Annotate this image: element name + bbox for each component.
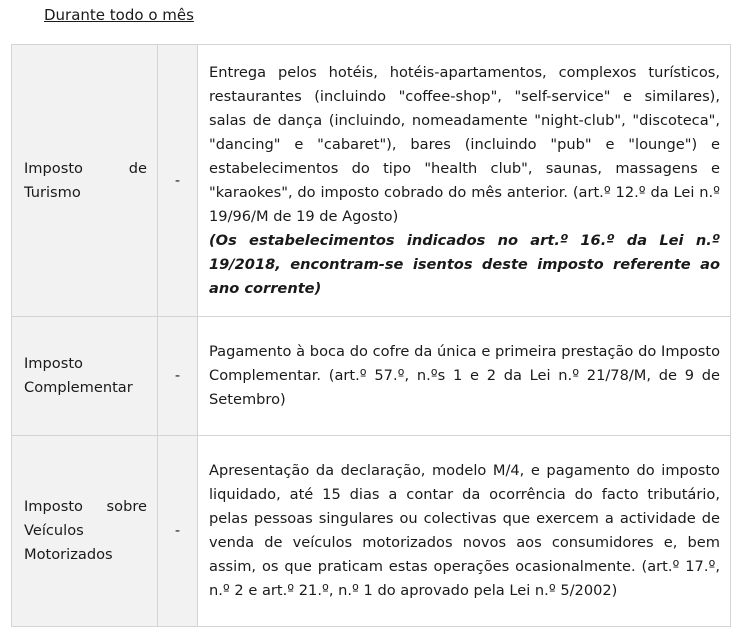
description-text: Pagamento à boca do cofre da única e primeira prestação do Imposto Complementar. (art.º 57.º, n.ºs 1 e 2 da Lei n.º 21/78/M, de 9 de Setembro) [209, 343, 720, 408]
tax-name-line: Turismo [24, 183, 81, 201]
tax-name-line: Imposto [24, 355, 83, 372]
table-row [12, 436, 731, 627]
table-row [12, 317, 731, 436]
tax-name-cell [12, 436, 158, 627]
page-heading: Durante todo o mês [44, 6, 194, 24]
description-text: Apresentação da declaração, modelo M/4, e pagamento do imposto liquidado, até 15 dias a contar da ocorrência do facto tributário, pelas pessoas singulares ou colectivas que exercem a actividade de venda de veículos motorizados novos aos consumidores e, bem assim, os que praticam estas operações ocasionalmente. (art.º 17.º, n.º 2 e art.º 21.º, n.º 1 do aprovado pela Lei n.º 5/2002) [209, 462, 720, 599]
description-text: Entrega pelos hotéis, hotéis-apartamentos, complexos turísticos, restaurantes (incluindo "coffee-shop", "self-service" e similares), salas de dança (incluindo, nomeadamente "night-club", "discoteca", "dancing" e "cabaret"), bares (incluindo "pub" e "lounge") e estabelecimentos do tipo "health club", saunas, massagens e "karaokes", do imposto cobrado do mês anterior. (art.º 12.º da Lei n.º 19/96/M de 19 de Agosto) [209, 63, 720, 225]
description-cell [198, 317, 731, 436]
tax-name-line: Motorizados [24, 546, 113, 563]
tax-name-cell [12, 45, 158, 317]
table-row [12, 45, 731, 317]
exemption-note: (Os estabelecimentos indicados no art.º 16.º da Lei n.º 19/2018, encontram-se isentos deste imposto referente ao ano corrente) [209, 231, 720, 297]
tax-name-line: Imposto de [24, 159, 147, 177]
tax-schedule-table [11, 44, 731, 627]
dash-cell: - [158, 45, 198, 317]
dash-cell: - [158, 317, 198, 436]
tax-name-line: Complementar [24, 379, 133, 396]
dash-cell: - [158, 436, 198, 627]
description-cell [198, 45, 731, 317]
tax-name-cell [12, 317, 158, 436]
description-cell [198, 436, 731, 627]
tax-name-line: Imposto sobre [24, 498, 147, 515]
tax-name-line: Veículos [24, 522, 84, 539]
